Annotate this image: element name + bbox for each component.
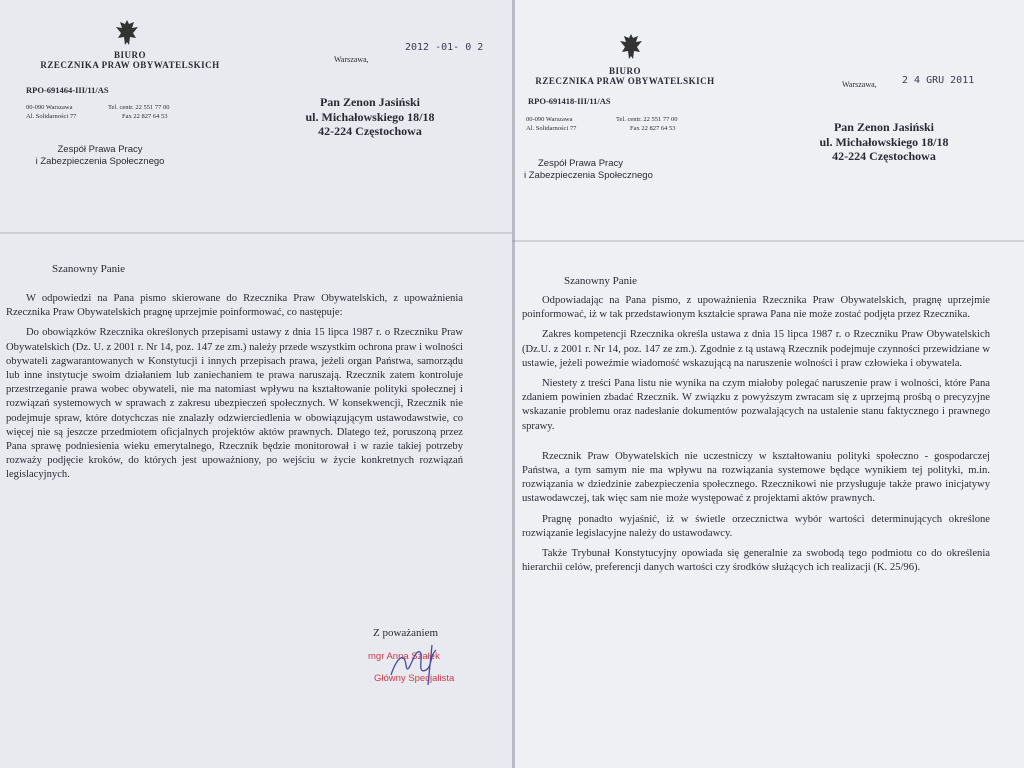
paragraph: Zakres kompetencji Rzecznika określa ustawa z dnia 15 lipca 1987 r. o Rzeczniku Praw Obywatelskich (Dz.U. z 2001 r. Nr 14, poz. 147 ze zm.). Zgodnie z tą ustawą Rzecznik podejmuje czynności przewidziane w ustawie, jeżeli poweźmie wiadomość wskazującą na naruszenie wolności i praw człowieka i obywatela. xyxy=(522,329,990,369)
office-phones xyxy=(616,115,677,133)
address-street: Al. Solidarności 77 xyxy=(26,113,77,120)
closing: Z poważaniem xyxy=(373,627,439,639)
handwritten-signature-icon xyxy=(386,640,446,690)
office-phones xyxy=(108,103,169,121)
date-stamp: 2 4 GRU 2011 xyxy=(902,75,975,86)
addressee xyxy=(804,120,964,164)
reference-number: RPO-691464-III/11/AS xyxy=(26,85,109,95)
paragraph: Niestety z treści Pana listu nie wynika na czym miałoby polegać naruszenie praw i wolności, które Pana zdaniem powinien zbadać Rzecznik. W związku z powyższym zwracam się z uprzejmą prośbą o precyzyjne wskazanie problemu oraz nadesłanie dokumentów pozwalających na ustalenie stanu faktycznego i prawnego sprawy. xyxy=(522,378,990,432)
signatory-name: mgr Anna Szałek xyxy=(368,651,440,662)
department-line1: Zespół Prawa Pracy xyxy=(57,144,143,155)
addressee-city: 42-224 Częstochowa xyxy=(318,124,422,138)
paragraph: Pragnę ponadto wyjaśnić, iż w świetle orzecznictwa wybór wartości determinujących określone rozwiązanie legislacyjne należy do ustawodawcy. xyxy=(522,513,990,539)
office-address xyxy=(26,103,76,121)
address-fax: Fax 22 827 64 53 xyxy=(122,113,168,120)
address-postal: 00-090 Warszawa xyxy=(26,104,73,111)
signatory-title: Główny Specjalista xyxy=(374,673,455,684)
department xyxy=(30,144,170,168)
department-line2: i Zabezpieczenia Społecznego xyxy=(35,156,165,167)
paragraph: Także Trybunał Konstytucyjny opowiada się generalnie za swobodą tego podmiotu co do określenia hierarchii celów, preferencji danych wartości czy środków służących ich realizacji (K. 25/96). xyxy=(522,548,990,574)
salutation: Szanowny Panie xyxy=(564,275,638,287)
office-address xyxy=(526,115,576,133)
address-postal: 00-090 Warszawa xyxy=(526,116,573,123)
addressee-name: Pan Zenon Jasiński xyxy=(319,95,421,109)
address-fax: Fax 22 827 64 53 xyxy=(630,125,676,132)
office-name xyxy=(40,50,220,70)
office-line2: RZECZNIKA PRAW OBYWATELSKICH xyxy=(40,60,220,70)
city: Warszawa, xyxy=(334,55,369,64)
eagle-emblem-icon xyxy=(114,18,140,48)
address-tel: Tel. centr. 22 551 77 00 xyxy=(108,104,170,111)
paragraph: Odpowiadając na Pana pismo, z upoważnienia Rzecznika Praw Obywatelskich, pragnę uprzejmie poinformować, iż w tak przedstawionym kształcie sprawa Pana nie może zostać podjęta przez Rzecznika. xyxy=(522,295,990,321)
reference-number: RPO-691418-III/11/AS xyxy=(528,96,611,106)
letter-body xyxy=(6,292,463,489)
office-line1: BIURO xyxy=(113,50,146,60)
addressee-street: ul. Michałowskiego 18/18 xyxy=(305,109,435,124)
office-line2: RZECZNIKA PRAW OBYWATELSKICH xyxy=(535,76,715,86)
eagle-emblem-icon xyxy=(618,32,644,62)
office-line1: BIURO xyxy=(608,66,641,76)
paragraph: Rzecznik Praw Obywatelskich nie uczestniczy w kształtowaniu polityki społeczno - gospodarczej Państwa, a tym samym nie ma wpływu na rozwiązania systemowe będące wynikiem tej polityki, m.in. rozwiązania w dziedzinie zabezpieczenia społecznego. Rzecznikowi nie przysługuje także prawo inicjatywy ustawodawczej, tak więc sam nie może występować z projektami aktów prawnych. xyxy=(522,450,990,505)
letter-body xyxy=(522,294,990,581)
salutation: Szanowny Panie xyxy=(52,263,126,275)
department xyxy=(524,158,653,182)
paragraph: Do obowiązków Rzecznika określonych przepisami ustawy z dnia 15 lipca 1987 r. o Rzeczniku Praw Obywatelskich (Dz. U. z 2001 r. Nr 14, poz. 147 ze zm.) należy przede wszystkim ochrona praw i wolności obywateli zagwarantowanych w Konstytucji i innych przepisach prawa, jeżeli organ Państwa, samorządu lub inne instytucje swoim działaniem lub zaniechaniem te prawa naruszają. Rzecznik zatem kontroluje przestrzeganie prawa wobec obywateli, nie ma natomiast wpływu na kształtowanie polityki społecznej i rozwiązań systemowych w sprawach z zakresu ubezpieczeń społecznych. W konsekwencji, Rzecznik nie podejmuje spraw, które dotychczas nie znalazły odzwierciedlenia w obowiązującym ustawodawstwie, co więcej nie są jeszcze przedmiotem oficjalnych projektów aktów prawnych. Dlatego też, poruszoną przez Pana sprawę podniesienia wieku emerytalnego, Rzecznik będzie monitorował i w razie takiej potrzeby rozważy podjęcie kroków, do których jest upoważniony, po wejściu w życie konkretnych rozwiązań legislacyjnych. xyxy=(6,327,463,481)
addressee xyxy=(285,95,455,139)
page-edge xyxy=(512,0,515,768)
addressee-street: ul. Michałowskiego 18/18 xyxy=(819,134,949,149)
department-line2: i Zabezpieczenia Społecznego xyxy=(524,170,653,181)
addressee-name: Pan Zenon Jasiński xyxy=(833,120,935,134)
address-street: Al. Solidarności 77 xyxy=(526,125,577,132)
addressee-city: 42-224 Częstochowa xyxy=(832,149,936,163)
fold-line xyxy=(0,232,512,234)
office-name xyxy=(530,66,720,86)
city: Warszawa, xyxy=(842,80,877,89)
department-line1: Zespół Prawa Pracy xyxy=(538,158,624,169)
paragraph: W odpowiedzi na Pana pismo skierowane do Rzecznika Praw Obywatelskich, z upoważnienia Rzecznika Praw Obywatelskich pragnę uprzejmie poinformować, co następuje: xyxy=(6,293,463,319)
date-stamp: 2012 -01- 0 2 xyxy=(405,42,484,53)
letter-right xyxy=(512,0,1024,768)
address-tel: Tel. centr. 22 551 77 00 xyxy=(616,116,678,123)
fold-line xyxy=(512,240,1024,242)
